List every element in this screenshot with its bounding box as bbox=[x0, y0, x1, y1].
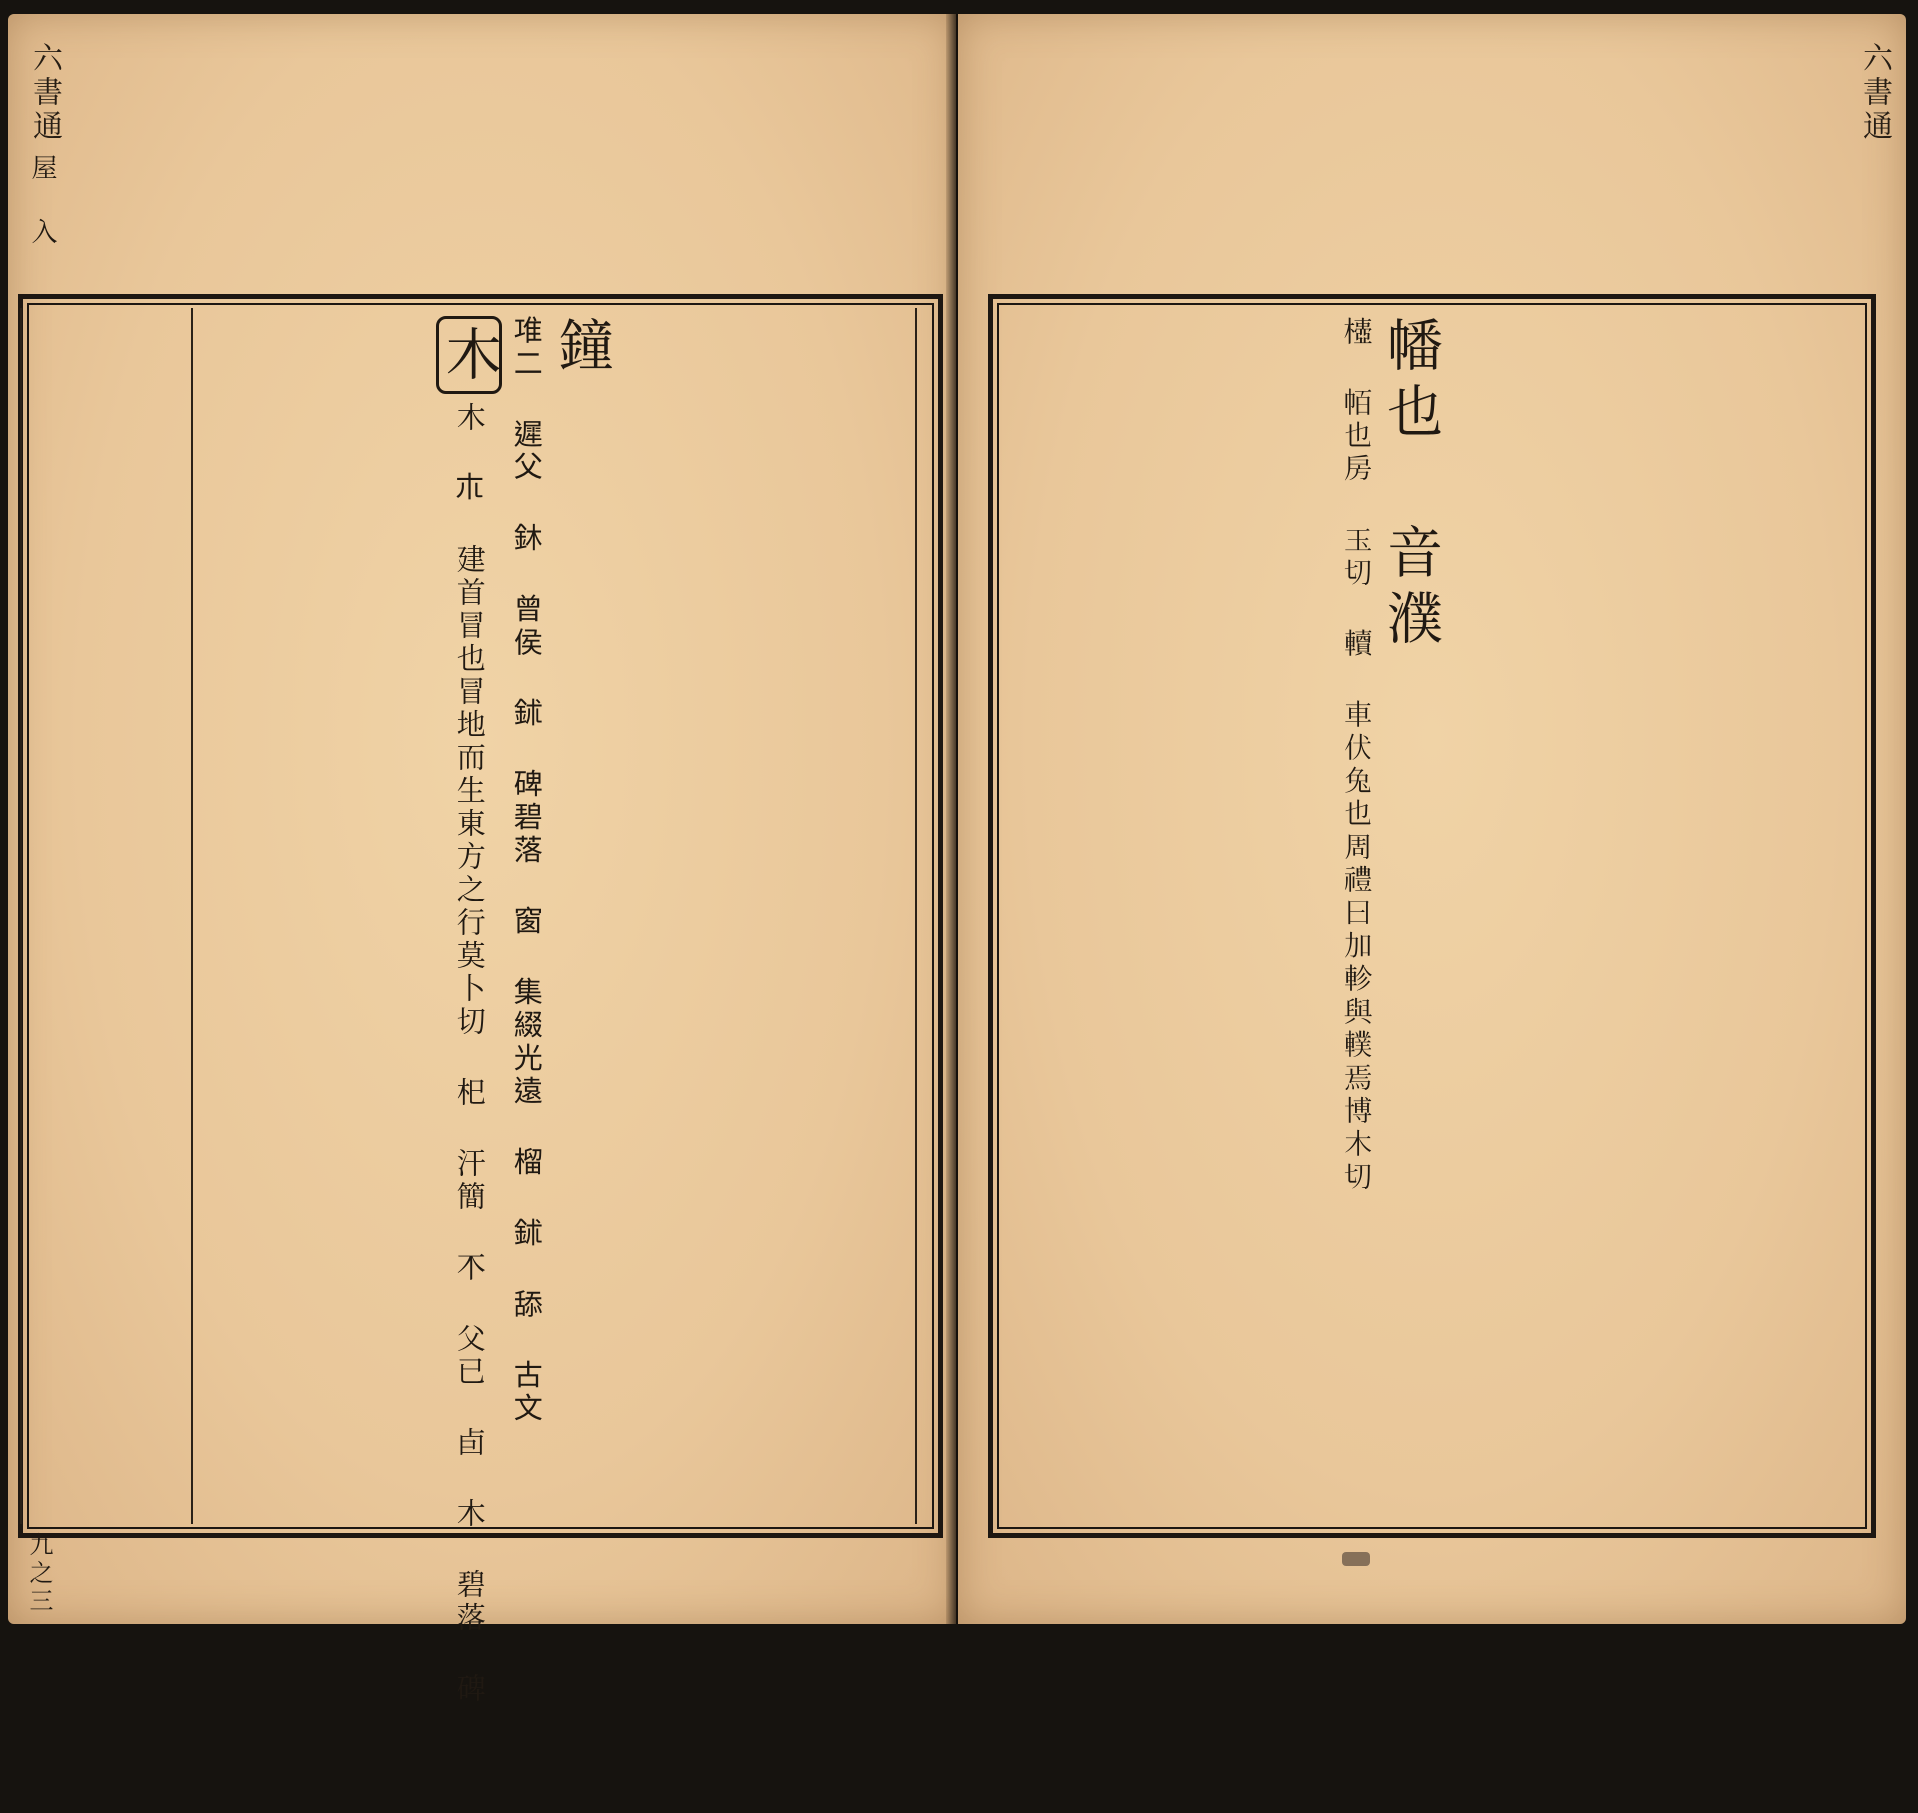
text-line: 木 𣎳 建首冒也冒地而生東方之行莫卜切 𣏌 汗簡 𣎴 父已 卣 木 碧落 碑 bbox=[452, 402, 487, 1706]
library-stamp bbox=[1342, 1552, 1370, 1566]
text-line: 𣝄 帞也房 玉切 𨏔 車伏兔也周禮曰加軫與轐焉博木切 bbox=[1340, 316, 1375, 1194]
text-line: 鐘 bbox=[549, 316, 615, 382]
text-line: 幡也 音濮 bbox=[1377, 316, 1443, 655]
entry-heading-character: 木 bbox=[436, 316, 502, 394]
right-margin-title: 六書通 bbox=[1857, 42, 1892, 144]
text-column bbox=[915, 308, 1862, 1524]
folio-number: 九之三 bbox=[25, 1532, 53, 1616]
left-margin-title: 六書通 bbox=[27, 42, 62, 144]
text-column bbox=[0, 308, 20, 1524]
column-lines bbox=[1340, 316, 1443, 1194]
column-lines bbox=[453, 402, 485, 1706]
left-margin-section: 屋 入 bbox=[27, 154, 57, 248]
text-line: 𨾊二 遲父 鈢 曾侯 鉥 碑碧落 窗 集綴光遠 榴 鉥 舔 古文 bbox=[511, 316, 546, 1427]
